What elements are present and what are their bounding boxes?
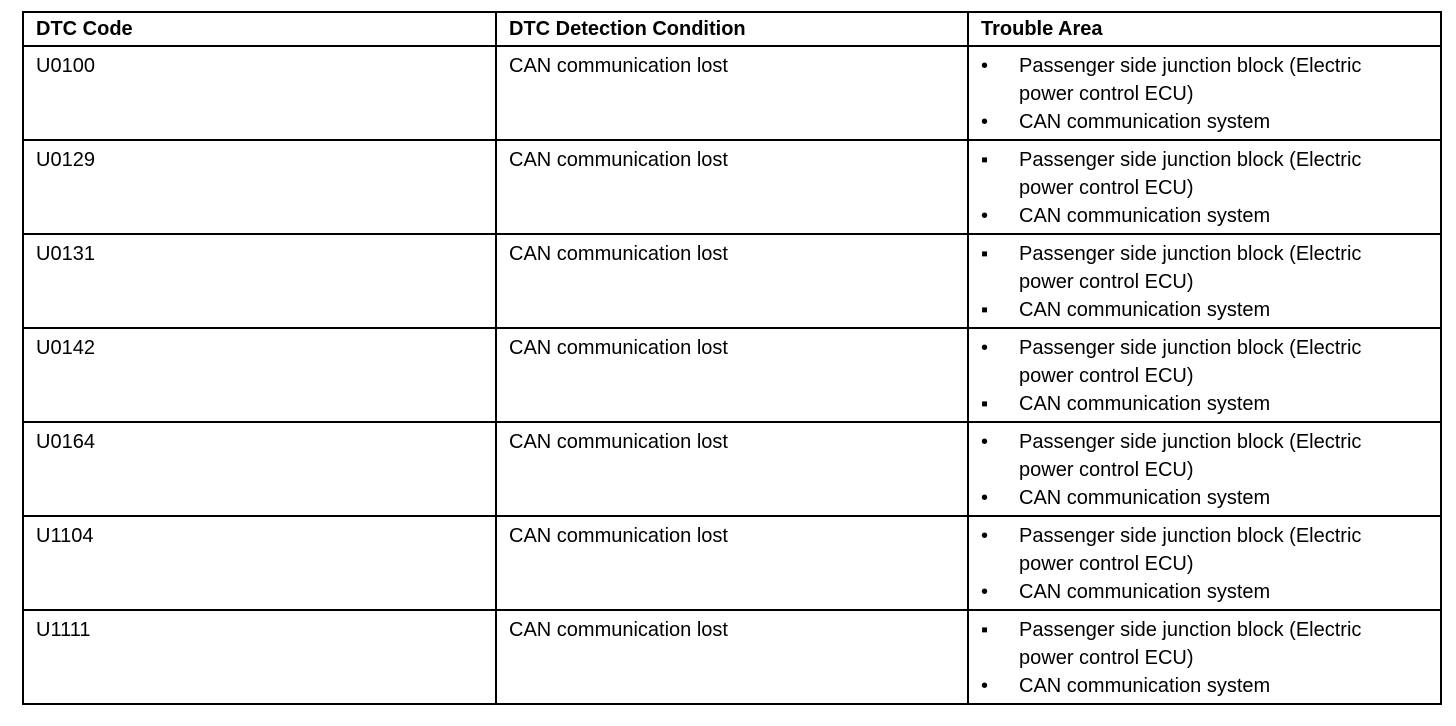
trouble-area-text: CAN communication system (1019, 675, 1271, 697)
header-trouble-area: Trouble Area (968, 12, 1441, 46)
dtc-code-cell: U0142 (23, 328, 496, 422)
detection-condition-cell: CAN communication lost (496, 610, 968, 704)
trouble-area-item (969, 616, 1410, 672)
trouble-area-list (969, 428, 1410, 512)
bullet-icon: ▪ (981, 619, 989, 641)
bullet-icon: ▪ (981, 299, 989, 321)
trouble-area-text: Passenger side junction block (Electric power control ECU) (1019, 525, 1362, 575)
bullet-icon: ▪ (981, 149, 989, 171)
trouble-area-text: CAN communication system (1019, 205, 1271, 227)
trouble-area-list (969, 146, 1410, 230)
trouble-area-list (969, 240, 1410, 324)
trouble-area-item (969, 428, 1410, 484)
bullet-icon: • (981, 487, 989, 509)
table-row (23, 610, 1441, 704)
table-body (23, 46, 1441, 704)
dtc-code-cell: U1104 (23, 516, 496, 610)
bullet-icon: • (981, 675, 989, 697)
trouble-area-list (969, 334, 1410, 418)
trouble-area-cell (968, 422, 1441, 516)
trouble-area-item (969, 108, 1410, 136)
trouble-area-list (969, 52, 1410, 136)
bullet-icon: • (981, 205, 989, 227)
dtc-code-cell: U0131 (23, 234, 496, 328)
trouble-area-cell (968, 610, 1441, 704)
header-row (23, 12, 1441, 46)
dtc-code-cell: U1111 (23, 610, 496, 704)
table-row (23, 422, 1441, 516)
trouble-area-item (969, 296, 1410, 324)
dtc-code-cell: U0129 (23, 140, 496, 234)
trouble-area-cell (968, 234, 1441, 328)
trouble-area-cell (968, 516, 1441, 610)
trouble-area-list (969, 616, 1410, 700)
trouble-area-item (969, 672, 1410, 700)
dtc-code-cell: U0100 (23, 46, 496, 140)
detection-condition-cell: CAN communication lost (496, 234, 968, 328)
header-dtc-code: DTC Code (23, 12, 496, 46)
trouble-area-cell (968, 140, 1441, 234)
bullet-icon: ▪ (981, 243, 989, 265)
bullet-icon: • (981, 55, 989, 77)
trouble-area-text: Passenger side junction block (Electric power control ECU) (1019, 149, 1362, 199)
bullet-icon: • (981, 431, 989, 453)
table-row (23, 46, 1441, 140)
trouble-area-text: CAN communication system (1019, 581, 1271, 603)
trouble-area-text: CAN communication system (1019, 393, 1271, 415)
trouble-area-text: CAN communication system (1019, 299, 1271, 321)
trouble-area-item (969, 578, 1410, 606)
trouble-area-item (969, 202, 1410, 230)
dtc-table (22, 11, 1442, 705)
trouble-area-item (969, 146, 1410, 202)
header-detection-condition: DTC Detection Condition (496, 12, 968, 46)
trouble-area-text: CAN communication system (1019, 111, 1271, 133)
dtc-code-cell: U0164 (23, 422, 496, 516)
trouble-area-item (969, 240, 1410, 296)
detection-condition-cell: CAN communication lost (496, 140, 968, 234)
table-row (23, 516, 1441, 610)
trouble-area-cell (968, 46, 1441, 140)
trouble-area-text: CAN communication system (1019, 487, 1271, 509)
table-row (23, 234, 1441, 328)
trouble-area-item (969, 522, 1410, 578)
table-header (23, 12, 1441, 46)
bullet-icon: • (981, 581, 989, 603)
table-row (23, 328, 1441, 422)
detection-condition-cell: CAN communication lost (496, 46, 968, 140)
bullet-icon: ▪ (981, 393, 989, 415)
trouble-area-item (969, 484, 1410, 512)
trouble-area-item (969, 390, 1410, 418)
detection-condition-cell: CAN communication lost (496, 328, 968, 422)
trouble-area-item (969, 52, 1410, 108)
trouble-area-text: Passenger side junction block (Electric power control ECU) (1019, 243, 1362, 293)
bullet-icon: • (981, 337, 989, 359)
trouble-area-list (969, 522, 1410, 606)
bullet-icon: • (981, 525, 989, 547)
table-row (23, 140, 1441, 234)
trouble-area-text: Passenger side junction block (Electric power control ECU) (1019, 337, 1362, 387)
detection-condition-cell: CAN communication lost (496, 516, 968, 610)
detection-condition-cell: CAN communication lost (496, 422, 968, 516)
trouble-area-text: Passenger side junction block (Electric power control ECU) (1019, 55, 1362, 105)
trouble-area-text: Passenger side junction block (Electric power control ECU) (1019, 619, 1362, 669)
trouble-area-item (969, 334, 1410, 390)
trouble-area-cell (968, 328, 1441, 422)
trouble-area-text: Passenger side junction block (Electric power control ECU) (1019, 431, 1362, 481)
bullet-icon: • (981, 111, 989, 133)
